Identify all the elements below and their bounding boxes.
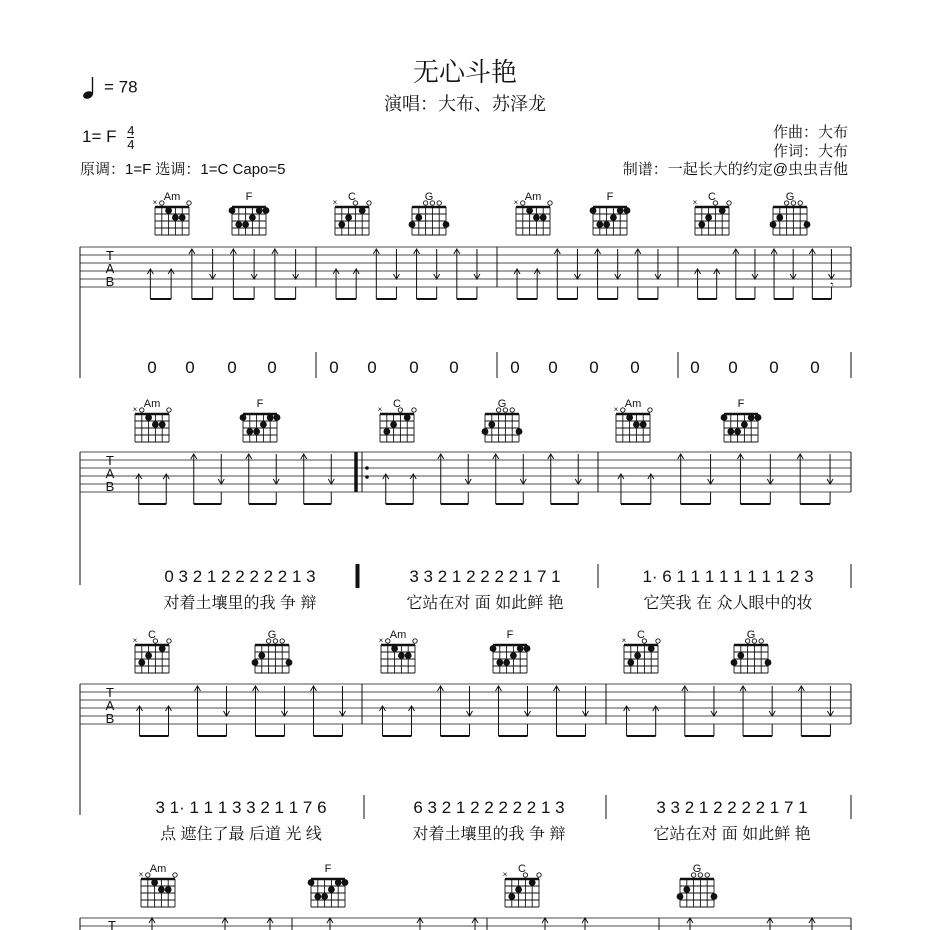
jianpu-measure: 1· 6 1 1 1 1 1 1 1 1 2 3 [642,567,814,586]
finger-dot [737,652,744,659]
finger-dot [496,659,503,666]
finger-dot [727,428,734,435]
finger-dot [626,414,633,421]
chord-name: F [256,398,264,410]
open-string-mark [759,639,763,643]
muted-string-mark: × [132,405,138,414]
chord-name: C [637,629,645,641]
chord-diagram-am [133,398,172,442]
lyric-line: 对着土壤里的我 争 辩 [163,595,317,612]
chord-name: Am [524,191,542,203]
chord-diagram-f [308,863,349,907]
tab-letter-a: A [105,466,115,481]
finger-dot [617,207,624,214]
repeat-dot [365,475,369,479]
lyric-line: 对着土壤里的我 争 辩 [412,826,566,843]
chord-name: C [708,191,716,203]
finger-dot [152,421,159,428]
chord-diagram-c [133,629,172,673]
finger-dot [321,893,328,900]
finger-dot [776,214,783,221]
finger-dot [734,428,741,435]
chord-diagram-g [731,629,772,673]
composer-credit: 作曲：大布 [772,124,848,141]
muted-string-mark: × [332,198,338,207]
finger-dot [165,886,172,893]
lyricist-credit: 作词：大布 [772,143,848,160]
finger-dot [165,207,172,214]
finger-dot [253,428,260,435]
finger-dot [482,428,489,435]
open-string-mark [437,201,441,205]
finger-dot [770,221,777,228]
finger-dot [677,893,684,900]
chord-diagram-am [153,191,192,235]
chord-diagram-am [514,191,553,235]
muted-string-mark: × [613,405,619,414]
finger-dot [246,428,253,435]
muted-string-mark: × [132,636,138,645]
finger-dot [398,652,405,659]
open-string-mark [386,639,390,643]
finger-dot [610,214,617,221]
jianpu-note: 0 [367,358,377,377]
open-string-mark [140,408,144,412]
open-string-mark [521,201,525,205]
chord-diagram-c [333,191,372,235]
lyric-line: 它站在对 面 如此鲜 艳 [653,826,811,843]
open-string-mark [648,408,652,412]
tab-letter-b: B [105,479,115,494]
muted-string-mark: × [692,198,698,207]
tab-staff [80,247,851,299]
chord-diagram-f [721,398,762,442]
finger-dot [258,652,265,659]
chord-diagram-c [503,863,542,907]
finger-dot [415,214,422,221]
jianpu-note: 0 [589,358,599,377]
chord-name: G [424,191,434,203]
finger-dot [540,214,547,221]
finger-dot [533,214,540,221]
tab-letter-a: A [105,698,115,713]
arranger-credit: 制谱：一起长大的约定@虫虫吉他 [622,161,848,178]
open-string-mark [280,639,284,643]
tab-letter-b: B [105,274,115,289]
finger-dot [529,879,536,886]
finger-dot [633,421,640,428]
jianpu-measure: 0 3 2 1 2 2 2 2 2 1 3 [164,567,316,586]
finger-dot [488,421,495,428]
finger-dot [508,893,515,900]
finger-dot [755,414,762,421]
muted-string-mark: × [377,405,383,414]
jianpu-note: 0 [267,358,277,377]
muted-string-mark: × [138,870,144,879]
chord-diagram-g [252,629,293,673]
finger-dot [648,645,655,652]
eighth-rest: 𝄾 [830,278,834,292]
jianpu-note: 0 [449,358,459,377]
finger-dot [274,414,281,421]
finger-dot [719,207,726,214]
open-string-mark [548,201,552,205]
finger-dot [804,221,811,228]
chord-diagram-g [770,191,811,235]
finger-dot [308,879,315,886]
finger-dot [705,214,712,221]
open-string-mark [727,201,731,205]
chord-name: G [746,629,756,641]
finger-dot [342,879,349,886]
finger-dot [256,207,263,214]
finger-dot [249,214,256,221]
lyric-line: 它笑我 在 众人眼中的妆 [643,595,813,612]
finger-dot [314,893,321,900]
chord-name: Am [149,863,167,875]
finger-dot [235,221,242,228]
finger-dot [145,414,152,421]
tab-letter-t: T [106,248,114,263]
finger-dot [517,645,524,652]
repeat-dot [365,466,369,470]
finger-dot [634,652,641,659]
chord-diagram-f [240,398,281,442]
finger-dot [267,414,274,421]
jianpu-note: 0 [548,358,558,377]
open-string-mark [167,639,171,643]
jianpu-note: 0 [409,358,419,377]
open-string-mark [412,408,416,412]
time-bottom: 4 [127,137,135,152]
tab-staff [80,918,851,930]
chord-name: G [267,629,277,641]
singer-line: 演唱：大布、苏泽龙 [384,94,546,114]
finger-dot [158,886,165,893]
chord-name: F [606,191,614,203]
jianpu-note: 0 [329,358,339,377]
muted-string-mark: × [152,198,158,207]
finger-dot [698,221,705,228]
chord-name: Am [163,191,181,203]
finger-dot [151,879,158,886]
chord-diagram-c [378,398,417,442]
finger-dot [731,659,738,666]
finger-dot [229,207,236,214]
open-string-mark [160,201,164,205]
open-string-mark [167,408,171,412]
finger-dot [624,207,631,214]
jianpu-measure: 3 3 2 1 2 2 2 2 1 7 1 [656,798,808,817]
finger-dot [741,421,748,428]
open-string-mark [187,201,191,205]
jianpu-measure: 6 3 2 1 2 2 2 2 2 1 3 [413,798,565,817]
open-string-mark [798,201,802,205]
finger-dot [260,421,267,428]
finger-dot [765,659,772,666]
key-value: 1= F [82,126,117,146]
finger-dot [404,414,411,421]
chord-name: F [245,191,253,203]
chord-name: C [518,863,526,875]
chord-diagram-am [379,629,418,673]
jianpu-note: 0 [227,358,237,377]
finger-dot [409,221,416,228]
jianpu-note: 0 [769,358,779,377]
chord-name: C [348,191,356,203]
finger-dot [240,414,247,421]
tab-staff [80,452,851,504]
chord-name: Am [389,629,407,641]
chord-diagram-f [229,191,270,235]
finger-dot [328,886,335,893]
tab-letter-b: B [105,711,115,726]
finger-dot [383,428,390,435]
open-string-mark [621,408,625,412]
finger-dot [172,214,179,221]
chord-name: Am [624,398,642,410]
chord-name: C [148,629,156,641]
finger-dot [526,207,533,214]
finger-dot [345,214,352,221]
jianpu-note: 0 [690,358,700,377]
finger-dot [145,652,152,659]
tab-letter-t: T [106,685,114,700]
chord-name: G [785,191,795,203]
chord-diagram-c [622,629,661,673]
open-string-mark [173,873,177,877]
finger-dot [748,414,755,421]
jianpu-measure: 3 3 2 1 2 2 2 2 1 7 1 [409,567,561,586]
jianpu-note: 0 [630,358,640,377]
finger-dot [603,221,610,228]
finger-dot [524,645,531,652]
open-string-mark [146,873,150,877]
finger-dot [590,207,597,214]
chord-diagram-am [139,863,178,907]
finger-dot [179,214,186,221]
finger-dot [627,659,634,666]
chord-name: G [497,398,507,410]
chord-diagram-f [490,629,531,673]
finger-dot [252,659,259,666]
open-string-mark [510,408,514,412]
finger-dot [390,421,397,428]
lyric-line: 点 遮住了最 后道 光 线 [160,826,322,843]
chord-name: C [393,398,401,410]
finger-dot [443,221,450,228]
finger-dot [242,221,249,228]
chord-name: F [506,629,514,641]
chord-diagram-g [482,398,523,442]
jianpu-note: 0 [147,358,157,377]
chord-diagram-f [590,191,631,235]
chord-name: G [692,863,702,875]
tab-staff [80,684,851,736]
tab-letter-t: T [108,918,116,930]
finger-dot [286,659,293,666]
jianpu-note: 0 [728,358,738,377]
jianpu-note: 0 [810,358,820,377]
time-top: 4 [127,123,135,138]
open-string-mark [537,873,541,877]
finger-dot [503,659,510,666]
tempo-value: = 78 [104,77,138,97]
finger-dot [263,207,270,214]
tab-letter-t: T [106,453,114,468]
muted-string-mark: × [502,870,508,879]
open-string-mark [413,639,417,643]
jianpu-measure: 3 1· 1 1 1 3 3 2 1 1 7 6 [155,798,327,817]
finger-dot [335,879,342,886]
muted-string-mark: × [513,198,519,207]
finger-dot [405,652,412,659]
finger-dot [391,645,398,652]
finger-dot [338,221,345,228]
finger-dot [359,207,366,214]
muted-string-mark: × [621,636,627,645]
chord-diagram-c [693,191,732,235]
chord-name: F [737,398,745,410]
finger-dot [159,645,166,652]
chord-diagram-g [409,191,450,235]
finger-dot [711,893,718,900]
chord-diagram-g [677,863,718,907]
jianpu-note: 0 [185,358,195,377]
finger-dot [159,421,166,428]
finger-dot [640,421,647,428]
finger-dot [510,652,517,659]
finger-dot [683,886,690,893]
chord-diagram-am [614,398,653,442]
lyric-line: 它站在对 面 如此鲜 艳 [406,595,564,612]
muted-string-mark: × [378,636,384,645]
open-string-mark [705,873,709,877]
open-string-mark [656,639,660,643]
open-string-mark [367,201,371,205]
tab-letter-a: A [105,261,115,276]
finger-dot [515,886,522,893]
song-title: 无心斗艳 [412,57,517,87]
finger-dot [596,221,603,228]
chord-name: Am [143,398,161,410]
jianpu-note: 0 [510,358,520,377]
finger-dot [490,645,497,652]
finger-dot [516,428,523,435]
finger-dot [138,659,145,666]
finger-dot [721,414,728,421]
chord-name: F [324,863,332,875]
key-info: 原调：1=F 选调：1=C Capo=5 [80,161,286,178]
